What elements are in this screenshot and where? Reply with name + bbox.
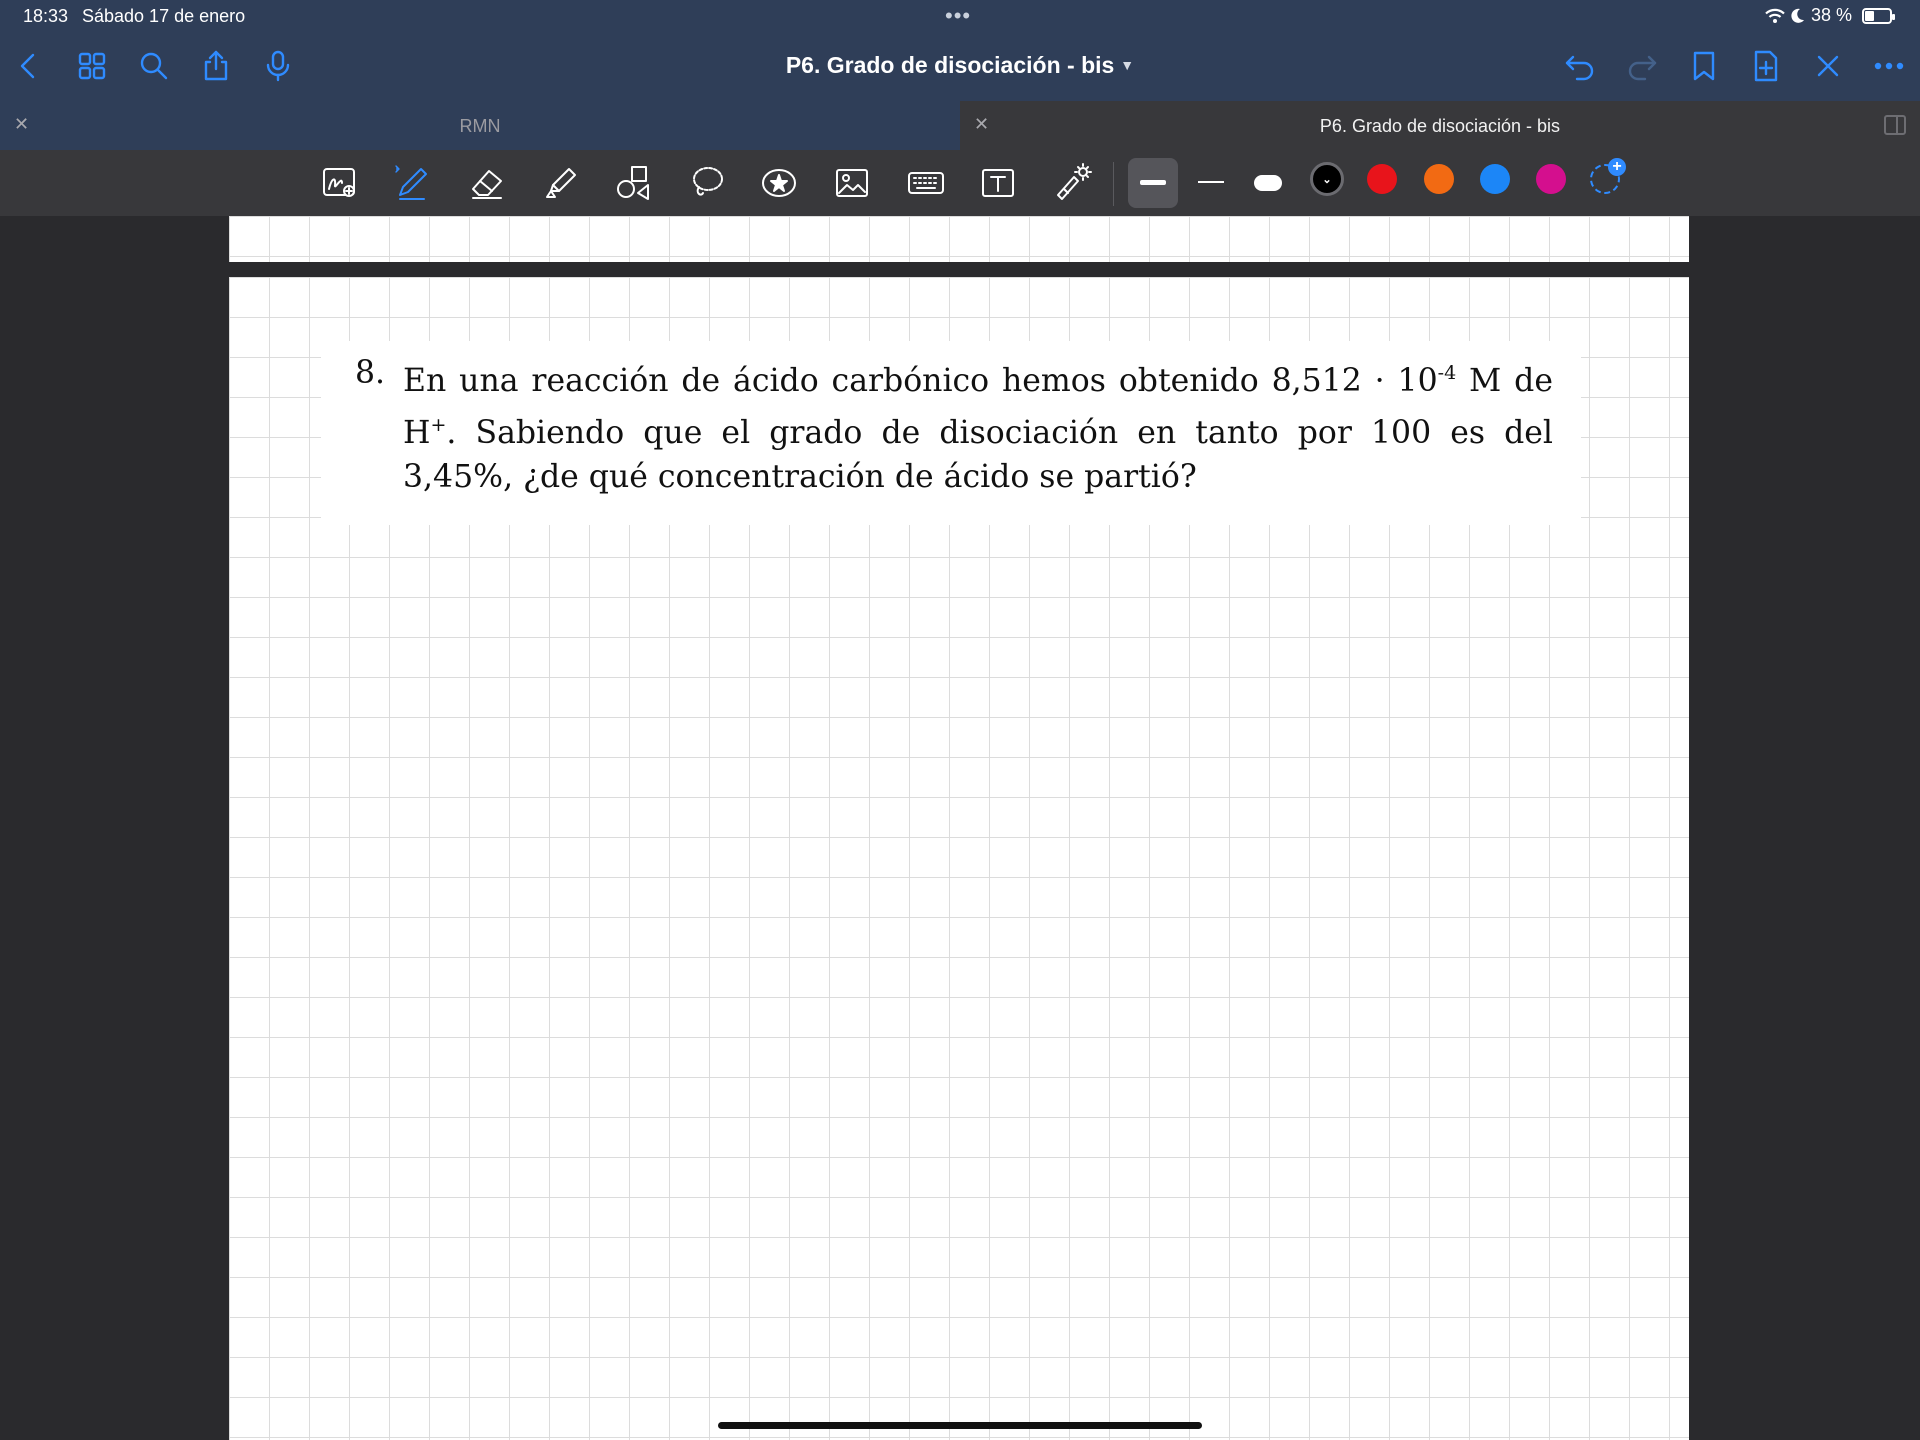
battery-icon [1862, 8, 1892, 24]
multitasking-dots-icon[interactable]: ••• [945, 3, 972, 28]
highlighter-icon[interactable] [536, 158, 586, 208]
status-date: Sábado 17 de enero [82, 6, 246, 26]
add-icon: + [1608, 158, 1626, 176]
color-swatch-black[interactable] [1310, 162, 1344, 196]
close-icon[interactable]: ✕ [974, 114, 990, 134]
top-bar [0, 0, 1920, 101]
question-number: 8. [355, 355, 386, 391]
question-text-part: M de H [403, 363, 1553, 451]
question-text [403, 351, 1553, 499]
tab-label: RMN [459, 116, 501, 136]
microphone-icon[interactable] [259, 47, 297, 85]
status-bar [0, 0, 1920, 32]
laser-pointer-icon[interactable] [1047, 158, 1097, 208]
status-time: 18:33 [23, 6, 69, 26]
status-right [1765, 5, 1892, 26]
keyboard-icon[interactable] [901, 158, 951, 208]
stroke-bold-button[interactable] [1243, 158, 1293, 208]
document-title-text: P6. Grado de disociación - bis [785, 52, 1115, 78]
sticker-icon[interactable] [754, 158, 804, 208]
wifi-icon [1765, 8, 1785, 24]
shapes-icon[interactable] [609, 158, 659, 208]
chevron-down-icon: ⌄ [1322, 173, 1332, 186]
lasso-icon[interactable] [682, 158, 732, 208]
color-swatch-magenta[interactable] [1536, 164, 1566, 194]
question-block [321, 341, 1581, 525]
back-button[interactable] [10, 47, 48, 85]
search-icon[interactable] [135, 47, 173, 85]
split-view-icon[interactable] [1884, 115, 1906, 135]
grid-icon[interactable] [73, 47, 111, 85]
question-text-part: En una reacción de ácido carbónico hemos obtenido 8,512 · 10 [403, 363, 1438, 399]
redo-icon[interactable] [1623, 47, 1661, 85]
share-icon[interactable] [197, 47, 235, 85]
tab-rmn[interactable] [0, 101, 960, 150]
more-icon[interactable] [1870, 47, 1908, 85]
home-indicator[interactable] [718, 1422, 1202, 1429]
ion-charge: + [430, 414, 447, 436]
question-text-part: . Sabiendo que el grado de disociación en tanto por 100 es del 3,45%, ¿de qué concentración de ácido se partió? [403, 415, 1553, 495]
document-title-button[interactable] [786, 52, 1134, 78]
undo-icon[interactable] [1561, 47, 1599, 85]
color-swatch-red[interactable] [1367, 164, 1397, 194]
toolbar-separator [1113, 162, 1114, 206]
zoom-window-icon[interactable] [315, 158, 365, 208]
tab-grado-disociacion[interactable] [960, 101, 1920, 150]
image-icon[interactable] [827, 158, 877, 208]
add-page-icon[interactable] [1747, 47, 1785, 85]
battery-percent: 38 % [1810, 5, 1852, 25]
color-swatch-blue[interactable] [1480, 164, 1510, 194]
exponent: -4 [1437, 362, 1457, 384]
color-swatch-orange[interactable] [1424, 164, 1454, 194]
tab-bar [0, 101, 1920, 150]
stroke-thin-button[interactable] [1186, 158, 1236, 208]
bookmark-icon[interactable] [1685, 47, 1723, 85]
eraser-icon[interactable] [462, 158, 512, 208]
chevron-down-icon: ▼ [1120, 57, 1135, 73]
text-box-icon[interactable] [973, 158, 1023, 208]
drawing-toolbar [0, 150, 1920, 216]
previous-page[interactable] [229, 216, 1689, 262]
stroke-thick-button[interactable] [1128, 158, 1178, 208]
moon-icon [1791, 8, 1805, 24]
add-color-button[interactable] [1590, 158, 1622, 194]
current-page[interactable] [229, 277, 1689, 1440]
pen-icon[interactable] [387, 158, 437, 208]
close-pen-icon[interactable] [1809, 47, 1847, 85]
tab-label: P6. Grado de disociación - bis [1319, 116, 1561, 136]
close-icon[interactable]: ✕ [14, 114, 30, 134]
